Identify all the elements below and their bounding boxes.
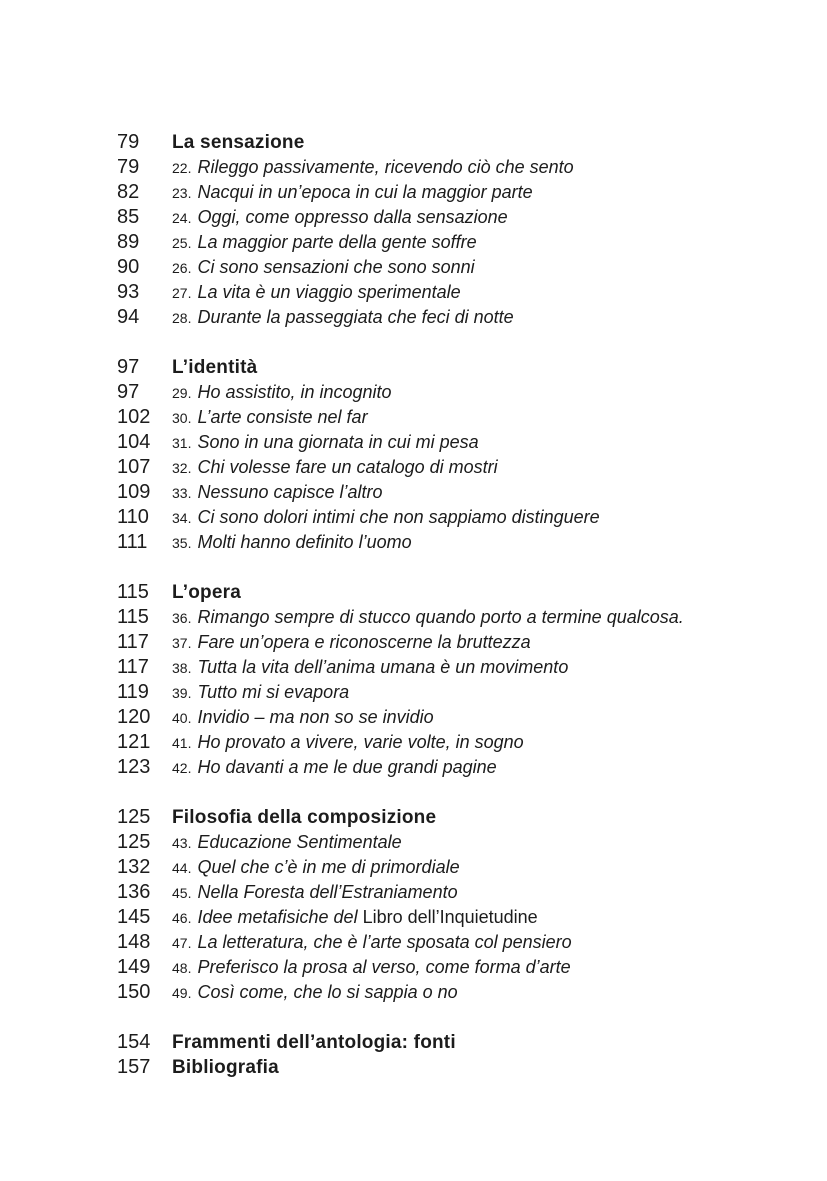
entry-number: 35. xyxy=(172,535,192,551)
toc-backmatter-row xyxy=(117,1030,827,1055)
entry-title: Ho davanti a me le due grandi pagine xyxy=(197,757,497,777)
entry-page-number: 97 xyxy=(117,381,140,403)
entry-number: 39. xyxy=(172,685,192,701)
toc-backmatter-row xyxy=(117,1055,827,1080)
entry-text xyxy=(172,380,392,406)
section-title: L’identità xyxy=(172,357,258,378)
entry-title: Oggi, come oppresso dalla sensazione xyxy=(197,207,508,227)
entry-text xyxy=(172,405,368,431)
toc-entry-row xyxy=(117,405,827,430)
entry-number: 23. xyxy=(172,185,192,201)
toc-entry-row xyxy=(117,505,827,530)
entry-text xyxy=(172,505,600,531)
entry-page-number: 82 xyxy=(117,181,140,203)
entry-page-number: 117 xyxy=(117,631,149,653)
toc-entry-row xyxy=(117,430,827,455)
toc-entry-row xyxy=(117,230,827,255)
entry-title: Sono in una giornata in cui mi pesa xyxy=(197,432,479,452)
entry-text xyxy=(172,680,349,706)
toc-entry-row xyxy=(117,930,827,955)
entry-page-number: 107 xyxy=(117,456,151,478)
entry-text xyxy=(172,480,383,506)
entry-title: Durante la passeggiata che feci di notte xyxy=(197,307,514,327)
entry-number: 45. xyxy=(172,885,192,901)
entry-text xyxy=(172,655,568,681)
toc-entry-row xyxy=(117,955,827,980)
toc-entry-row xyxy=(117,630,827,655)
toc-entry-row xyxy=(117,530,827,555)
entry-title: Ci sono sensazioni che sono sonni xyxy=(197,257,475,277)
toc-entry-row xyxy=(117,280,827,305)
entry-number: 29. xyxy=(172,385,192,401)
toc-entry-row xyxy=(117,980,827,1005)
entry-text xyxy=(172,830,402,856)
toc-section-header-row xyxy=(117,580,827,605)
toc-entry-row xyxy=(117,480,827,505)
entry-page-number: 117 xyxy=(117,656,149,678)
entry-number: 48. xyxy=(172,960,192,976)
entry-page-number: 125 xyxy=(117,831,151,853)
entry-page-number: 90 xyxy=(117,256,140,278)
entry-page-number: 149 xyxy=(117,956,151,978)
toc-entry-row xyxy=(117,305,827,330)
entry-page-number: 85 xyxy=(117,206,140,228)
entry-page-number: 145 xyxy=(117,906,151,928)
entry-number: 26. xyxy=(172,260,192,276)
entry-number: 47. xyxy=(172,935,192,951)
entry-number: 28. xyxy=(172,310,192,326)
entry-title: Preferisco la prosa al verso, come forma d’arte xyxy=(197,957,571,977)
entry-title: Invidio – ma non so se invidio xyxy=(197,707,434,727)
section-title: L’opera xyxy=(172,582,241,603)
section-page-number: 97 xyxy=(117,356,140,378)
entry-page-number: 150 xyxy=(117,981,151,1003)
toc-entry-row xyxy=(117,255,827,280)
section-gap xyxy=(117,1005,827,1030)
entry-title: L’arte consiste nel far xyxy=(197,407,368,427)
entry-number: 25. xyxy=(172,235,192,251)
entry-page-number: 121 xyxy=(117,731,151,753)
entry-page-number: 94 xyxy=(117,306,140,328)
entry-number: 22. xyxy=(172,160,192,176)
entry-text xyxy=(172,755,497,781)
toc-section-header-row xyxy=(117,355,827,380)
section-title: La sensazione xyxy=(172,132,305,153)
toc-entry-row xyxy=(117,680,827,705)
entry-number: 38. xyxy=(172,660,192,676)
toc-entry-row xyxy=(117,730,827,755)
entry-text xyxy=(172,855,460,881)
entry-text xyxy=(172,955,571,981)
toc-entry-row xyxy=(117,155,827,180)
section-page-number: 79 xyxy=(117,131,140,153)
entry-title: Rileggo passivamente, ricevendo ciò che sento xyxy=(197,157,574,177)
entry-number: 41. xyxy=(172,735,192,751)
entry-page-number: 79 xyxy=(117,156,140,178)
entry-page-number: 123 xyxy=(117,756,151,778)
toc-entry-row xyxy=(117,605,827,630)
entry-title: Così come, che lo si sappia o no xyxy=(197,982,458,1002)
entry-page-number: 120 xyxy=(117,706,151,728)
entry-number: 37. xyxy=(172,635,192,651)
entry-page-number: 136 xyxy=(117,881,151,903)
entry-page-number: 110 xyxy=(117,506,149,528)
section-title: Filosofia della composizione xyxy=(172,807,437,828)
toc-entry-row xyxy=(117,205,827,230)
entry-text xyxy=(172,980,458,1006)
entry-number: 33. xyxy=(172,485,192,501)
entry-page-number: 109 xyxy=(117,481,151,503)
entry-text xyxy=(172,255,475,281)
entry-page-number: 148 xyxy=(117,931,151,953)
entry-page-number: 115 xyxy=(117,606,149,628)
entry-title: Nacqui in un’epoca in cui la maggior parte xyxy=(197,182,533,202)
entry-page-number: 89 xyxy=(117,231,140,253)
entry-number: 36. xyxy=(172,610,192,626)
entry-title: Quel che c’è in me di primordiale xyxy=(197,857,460,877)
entry-page-number: 119 xyxy=(117,681,149,703)
toc-entry-row xyxy=(117,855,827,880)
entry-page-number: 104 xyxy=(117,431,151,453)
entry-number: 46. xyxy=(172,910,192,926)
section-gap xyxy=(117,330,827,355)
entry-title: Nessuno capisce l’altro xyxy=(197,482,383,502)
entry-number: 49. xyxy=(172,985,192,1001)
entry-page-number: 111 xyxy=(117,531,148,553)
toc-entry-row xyxy=(117,905,827,930)
toc-entry-row xyxy=(117,880,827,905)
entry-text xyxy=(172,205,508,231)
entry-title: Educazione Sentimentale xyxy=(197,832,402,852)
entry-text xyxy=(172,455,498,481)
entry-text xyxy=(172,630,531,656)
entry-page-number: 132 xyxy=(117,856,151,878)
entry-title: La maggior parte della gente soffre xyxy=(197,232,477,252)
entry-number: 40. xyxy=(172,710,192,726)
toc-entry-row xyxy=(117,180,827,205)
entry-text xyxy=(172,730,524,756)
entry-title: La vita è un viaggio sperimentale xyxy=(197,282,461,302)
section-title: Bibliografia xyxy=(172,1057,279,1078)
entry-number: 27. xyxy=(172,285,192,301)
entry-title: La letteratura, che è l’arte sposata col pensiero xyxy=(197,932,572,952)
entry-number: 34. xyxy=(172,510,192,526)
section-page-number: 154 xyxy=(117,1031,151,1053)
entry-text xyxy=(172,180,533,206)
entry-title: Idee metafisiche del xyxy=(197,907,363,927)
section-gap xyxy=(117,780,827,805)
section-page-number: 125 xyxy=(117,806,151,828)
entry-text xyxy=(172,705,434,731)
toc-section-header-row xyxy=(117,130,827,155)
entry-title-roman-part: Libro dell’Inquietudine xyxy=(362,907,538,927)
section-page-number: 115 xyxy=(117,581,149,603)
entry-title: Tutta la vita dell’anima umana è un movimento xyxy=(197,657,569,677)
entry-text xyxy=(172,230,477,256)
toc-entry-row xyxy=(117,705,827,730)
entry-text xyxy=(172,905,538,931)
toc-entry-row xyxy=(117,830,827,855)
entry-text xyxy=(172,930,572,956)
toc-entry-row xyxy=(117,655,827,680)
section-title: Frammenti dell’antologia: fonti xyxy=(172,1032,456,1053)
entry-text xyxy=(172,530,412,556)
entry-page-number: 93 xyxy=(117,281,140,303)
entry-text xyxy=(172,280,461,306)
entry-title: Nella Foresta dell’Estraniamento xyxy=(197,882,458,902)
entry-title: Tutto mi si evapora xyxy=(197,682,350,702)
entry-text xyxy=(172,155,574,181)
toc-entry-row xyxy=(117,755,827,780)
entry-title: Chi volesse fare un catalogo di mostri xyxy=(197,457,498,477)
section-gap xyxy=(117,555,827,580)
entry-text xyxy=(172,605,684,631)
toc-entry-row xyxy=(117,455,827,480)
entry-number: 32. xyxy=(172,460,192,476)
entry-number: 43. xyxy=(172,835,192,851)
entry-text xyxy=(172,880,458,906)
entry-title: Rimango sempre di stucco quando porto a termine qualcosa. xyxy=(197,607,684,627)
entry-title: Molti hanno definito l’uomo xyxy=(197,532,412,552)
section-page-number: 157 xyxy=(117,1056,151,1078)
entry-text xyxy=(172,430,479,456)
entry-page-number: 102 xyxy=(117,406,151,428)
toc-entry-row xyxy=(117,380,827,405)
entry-title: Ho assistito, in incognito xyxy=(197,382,392,402)
entry-title: Ho provato a vivere, varie volte, in sogno xyxy=(197,732,524,752)
entry-number: 31. xyxy=(172,435,192,451)
entry-text xyxy=(172,305,514,331)
entry-number: 44. xyxy=(172,860,192,876)
entry-number: 24. xyxy=(172,210,192,226)
entry-number: 30. xyxy=(172,410,192,426)
toc-section-header-row xyxy=(117,805,827,830)
entry-title: Ci sono dolori intimi che non sappiamo distinguere xyxy=(197,507,600,527)
entry-title: Fare un’opera e riconoscerne la bruttezza xyxy=(197,632,531,652)
entry-number: 42. xyxy=(172,760,192,776)
